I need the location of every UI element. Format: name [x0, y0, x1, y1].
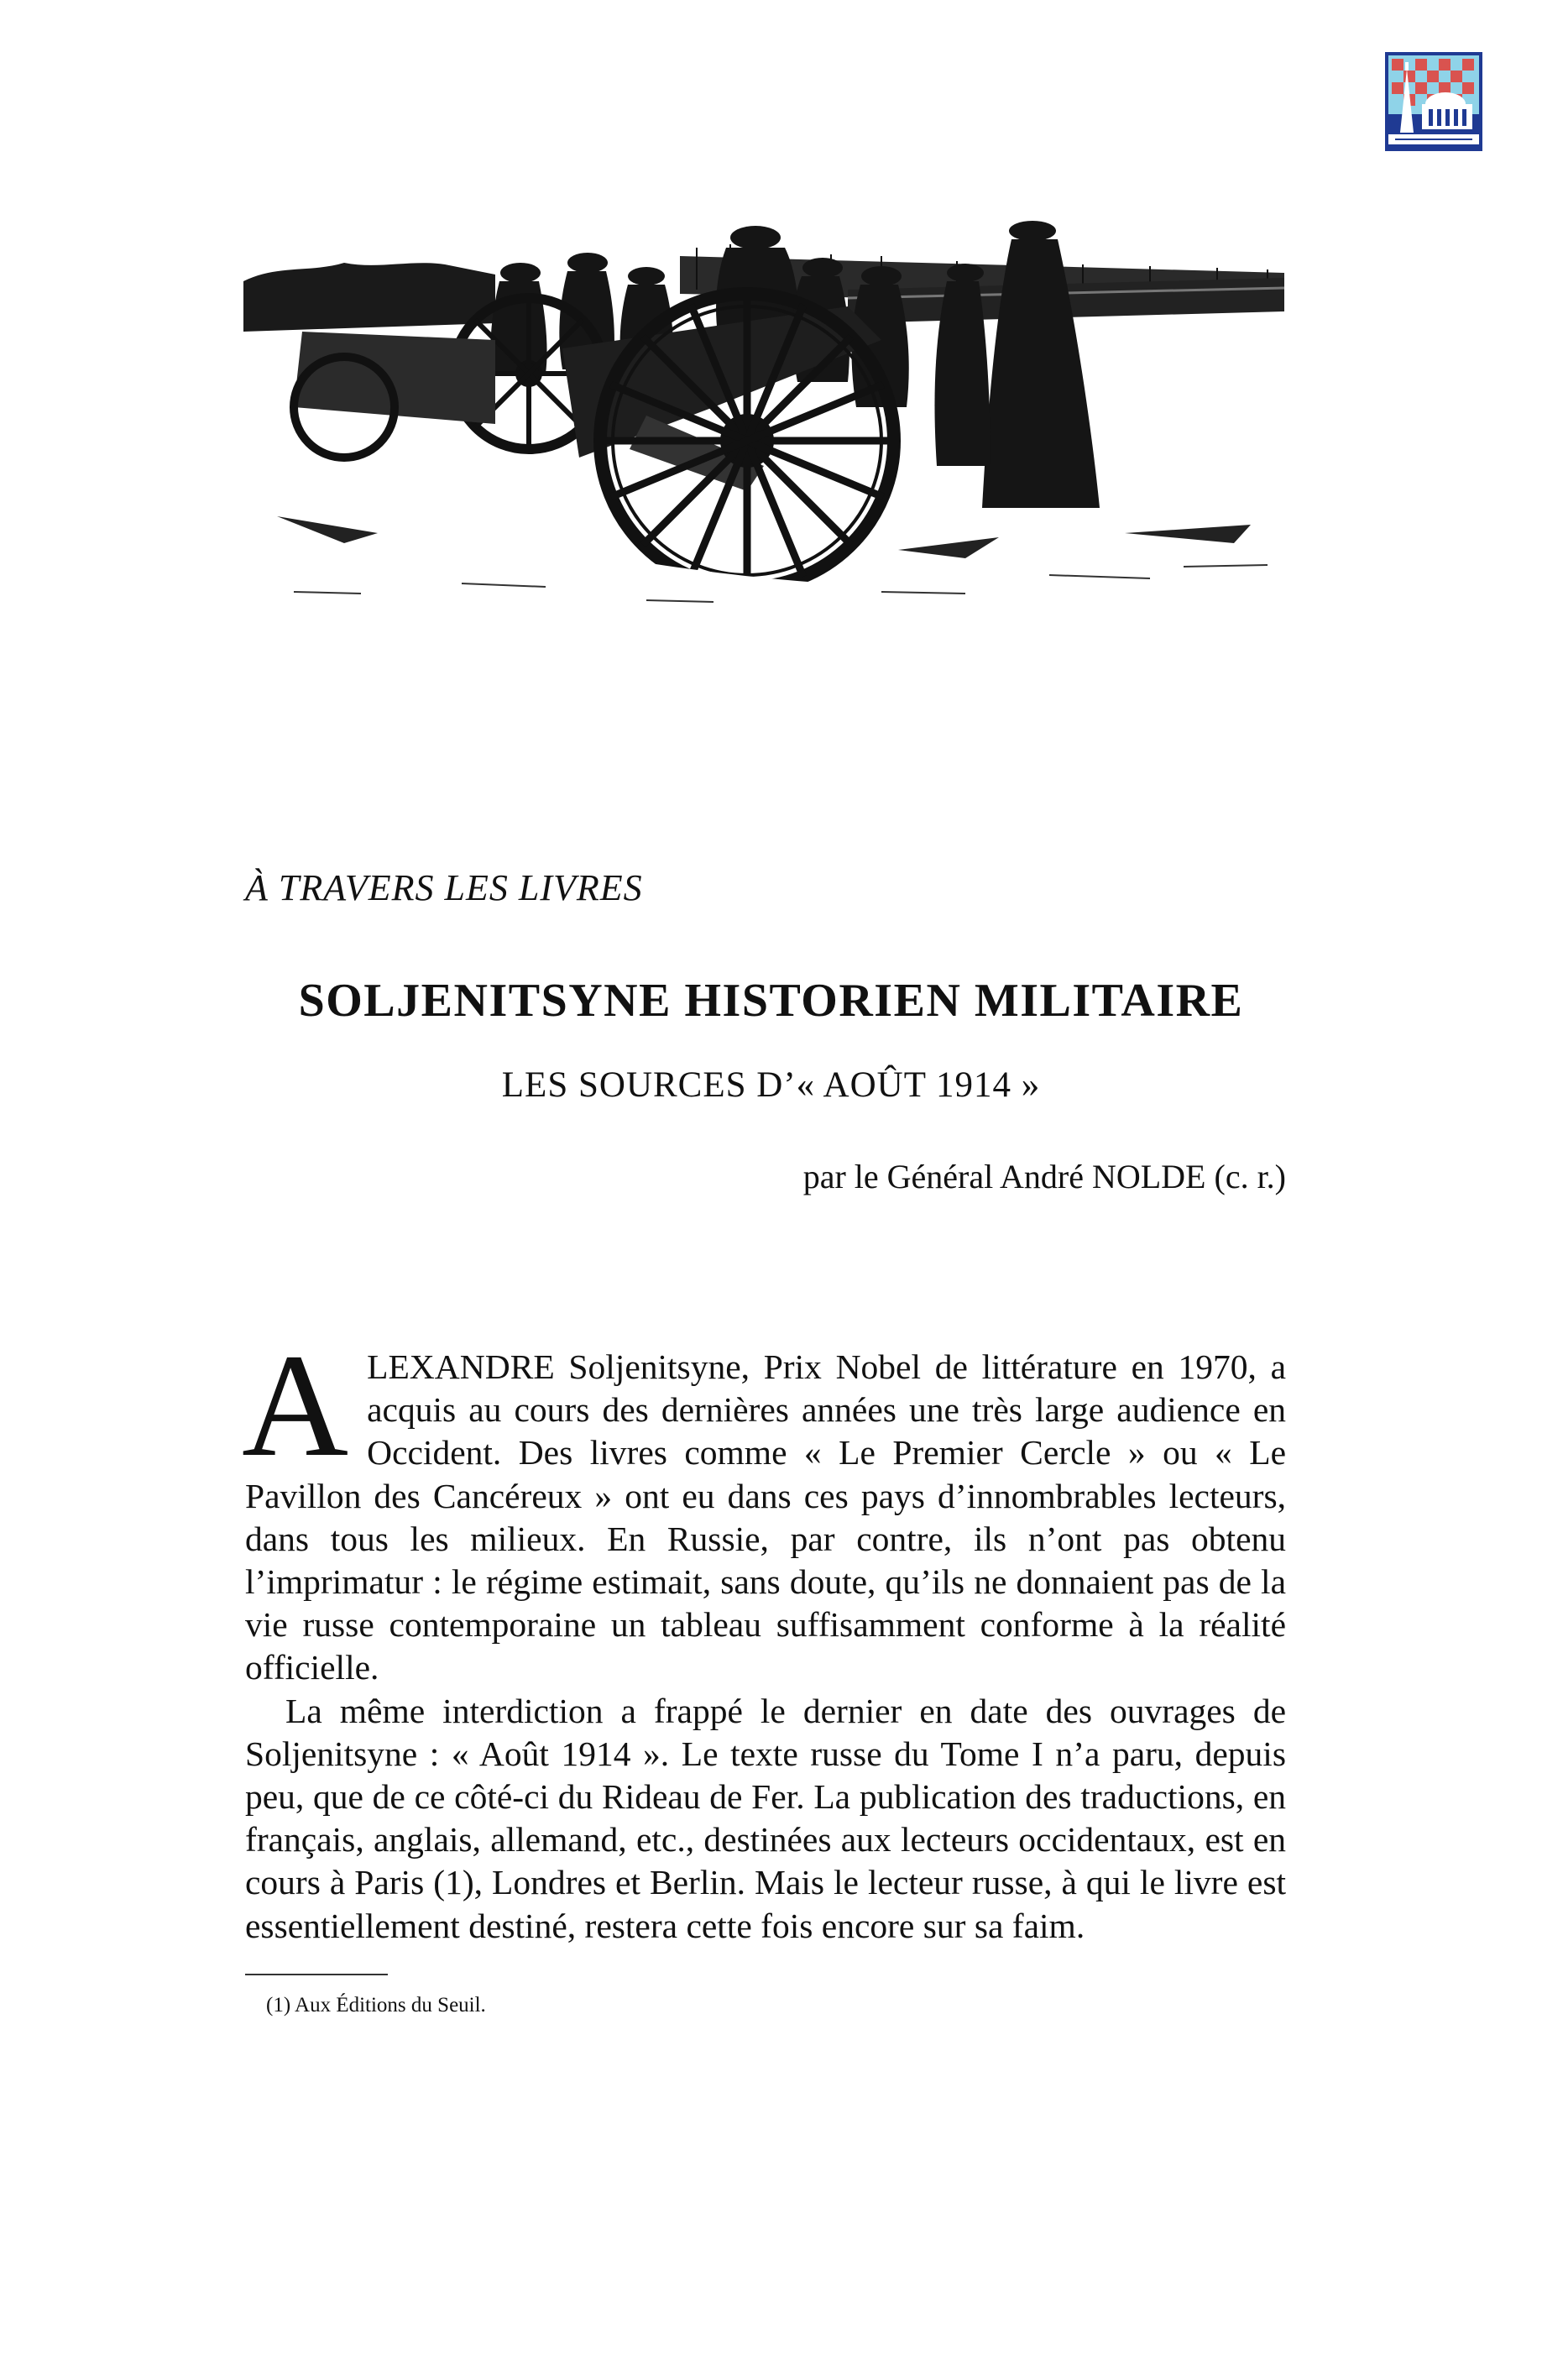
- artillery-illustration: [243, 214, 1284, 617]
- article-subtitle: LES SOURCES D’« AOÛT 1914 »: [501, 1065, 1041, 1105]
- paragraph-1: [242, 1324, 1286, 1690]
- drop-cap: A: [242, 1324, 349, 1488]
- article-body: [242, 1324, 1286, 1948]
- paragraph-2: La même interdiction a frappé le dernier en date des ouvrages de Soljenitsyne : « Août 1914 ». Le texte russe du Tome I n’a paru, depuis peu, que de ce côté-ci du Rideau de Fer. La publication des traductions, en français, anglais, allemand, etc., destinées aux lecteurs occidentaux, est en cours à Paris (1), Londres et Berlin. Mais le lecteur russe, à qui le livre est essentiellement destiné, restera cette fois encore sur sa faim.: [245, 1691, 1286, 1945]
- article-title: SOLJENITSYNE HISTORIEN MILITAIRE: [298, 975, 1244, 1027]
- author-byline: par le Général André NOLDE (c. r.): [802, 1158, 1286, 1195]
- footnote: (1) Aux Éditions du Seuil.: [266, 1994, 486, 2016]
- paragraph-1-text: LEXANDRE Soljenitsyne, Prix Nobel de littérature en 1970, a acquis au cours des dernières années une très large audience en Occident. Des livres comme « Le Premier Cercle » ou « Le Pavillon des Cancéreux » ont eu dans ces pays d’innombrables lecteurs, dans tous les milieux. En Russie, par contre, ils n’ont pas obtenu l’imprimatur : le régime estimait, sans doute, qu’ils ne donnaient pas de la vie russe contemporaine un tableau suffisamment conforme à la réalité officielle.: [245, 1347, 1286, 1687]
- publisher-logo-icon: [1385, 52, 1482, 151]
- footnote-rule: [245, 1974, 388, 1975]
- section-rubric: À TRAVERS LES LIVRES: [245, 867, 643, 908]
